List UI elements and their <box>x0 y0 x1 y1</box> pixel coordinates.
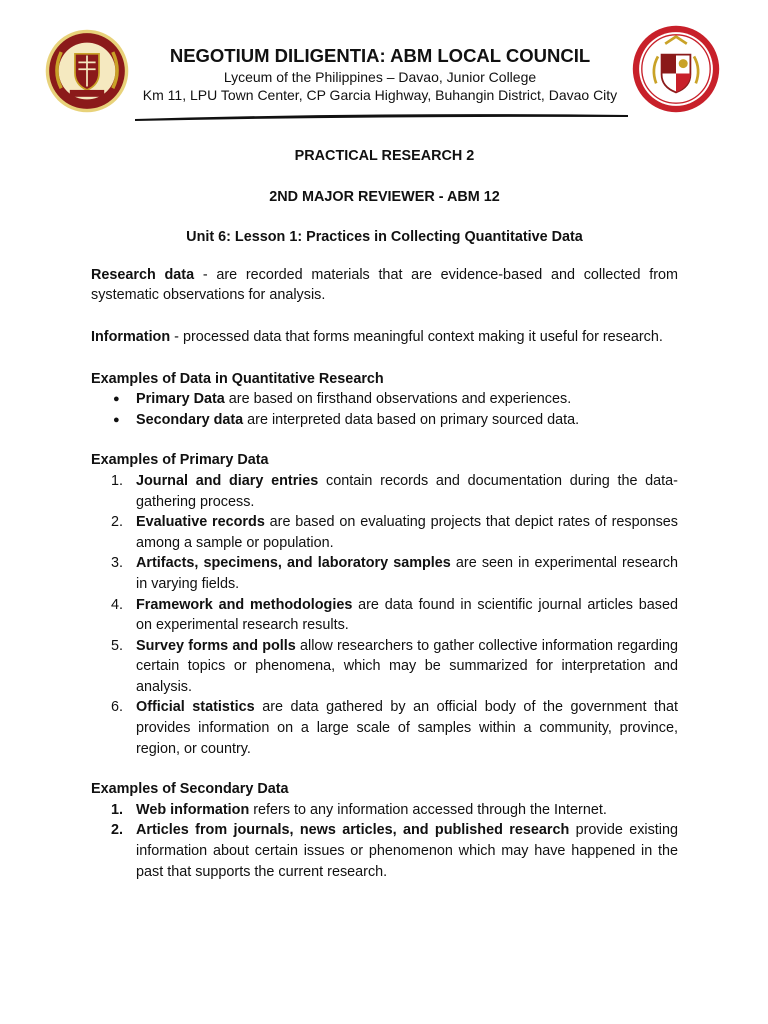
list-item <box>91 800 678 821</box>
list-item <box>91 820 678 882</box>
term: Web information <box>136 801 250 818</box>
item-text: are seen in experimental research in varying fields. <box>136 555 679 592</box>
definition-information <box>91 327 678 348</box>
definition-text: - processed data that forms meaningful context making it useful for research. <box>170 328 663 345</box>
examples-data-list <box>91 389 678 430</box>
unit-title: Unit 6: Lesson 1: Practices in Collecting Quantitative Data <box>186 229 583 246</box>
item-text: are data gathered by an official body of the government that provides information on a large scale of samples within a community, province, region, or country. <box>136 699 679 757</box>
item-number: 6. <box>111 699 124 716</box>
term: Research data <box>91 266 195 283</box>
list-item <box>91 636 678 698</box>
list-item <box>91 471 678 512</box>
item-number: 2. <box>111 514 124 531</box>
item-number: 5. <box>111 637 124 654</box>
list-item <box>91 512 678 553</box>
definition-text: - are recorded materials that are evidence-based and collected from systematic observations for analysis. <box>91 266 678 304</box>
school-name: Lyceum of the Philippines – Davao, Junior College <box>223 69 537 85</box>
item-number: 1. <box>111 472 124 489</box>
item-text: provide existing information about certain issues or phenomenon which may have happened in the past that supports the current research. <box>136 822 678 880</box>
item-text: allow researchers to gather collective information regarding certain topics or phenomena, which may be summarized for interpretation and analysis. <box>136 637 678 695</box>
reviewer-title: 2ND MAJOR REVIEWER - ABM 12 <box>269 188 500 205</box>
item-text: are based on firsthand observations and experiences. <box>224 391 572 408</box>
list-item <box>91 410 678 431</box>
term: Official statistics <box>136 699 255 716</box>
list-item <box>91 389 678 410</box>
term: Articles from journals, news articles, and published research <box>136 822 570 839</box>
list-item <box>91 595 678 636</box>
secondary-data-list <box>91 800 678 882</box>
item-text: are interpreted data based on primary sourced data. <box>243 411 580 428</box>
term: Framework and methodologies <box>136 596 353 613</box>
secondary-data-heading: Examples of Secondary Data <box>91 781 289 798</box>
item-number: 2. <box>111 822 124 839</box>
primary-data-heading: Examples of Primary Data <box>91 452 269 469</box>
definition-research-data <box>91 265 678 306</box>
item-number: 4. <box>111 596 124 613</box>
term: Survey forms and polls <box>136 637 296 654</box>
list-item <box>91 697 678 759</box>
item-text: are data found in scientific journal articles based on experimental research results. <box>136 596 678 634</box>
term: Primary Data <box>136 391 225 408</box>
term: Evaluative records <box>136 514 265 531</box>
item-text: refers to any information accessed through the Internet. <box>249 801 607 818</box>
school-address: Km 11, LPU Town Center, CP Garcia Highway, Buhangin District, Davao City <box>142 87 618 103</box>
subject-title: PRACTICAL RESEARCH 2 <box>294 148 475 164</box>
term: Artifacts, specimens, and laboratory samples <box>136 555 451 572</box>
org-name: NEGOTIUM DILIGENTIA: ABM LOCAL COUNCIL <box>169 45 591 66</box>
abm-council-seal-logo <box>631 24 721 114</box>
examples-data-heading: Examples of Data in Quantitative Research <box>91 370 384 387</box>
document-body <box>91 146 678 902</box>
term: Secondary data <box>136 411 244 428</box>
lyceum-seal-logo <box>44 28 130 114</box>
letterhead <box>130 44 630 104</box>
item-text: are based on evaluating projects that depict rates of responses among a sample or population. <box>136 514 678 551</box>
term: Journal and diary entries <box>136 472 319 489</box>
item-text: contain records and documentation during the data-gathering process. <box>136 472 678 510</box>
list-item <box>91 553 678 594</box>
header-divider <box>135 113 628 123</box>
primary-data-list <box>91 471 678 759</box>
term: Information <box>91 328 171 345</box>
item-number: 3. <box>111 555 124 572</box>
item-number: 1. <box>111 801 124 818</box>
